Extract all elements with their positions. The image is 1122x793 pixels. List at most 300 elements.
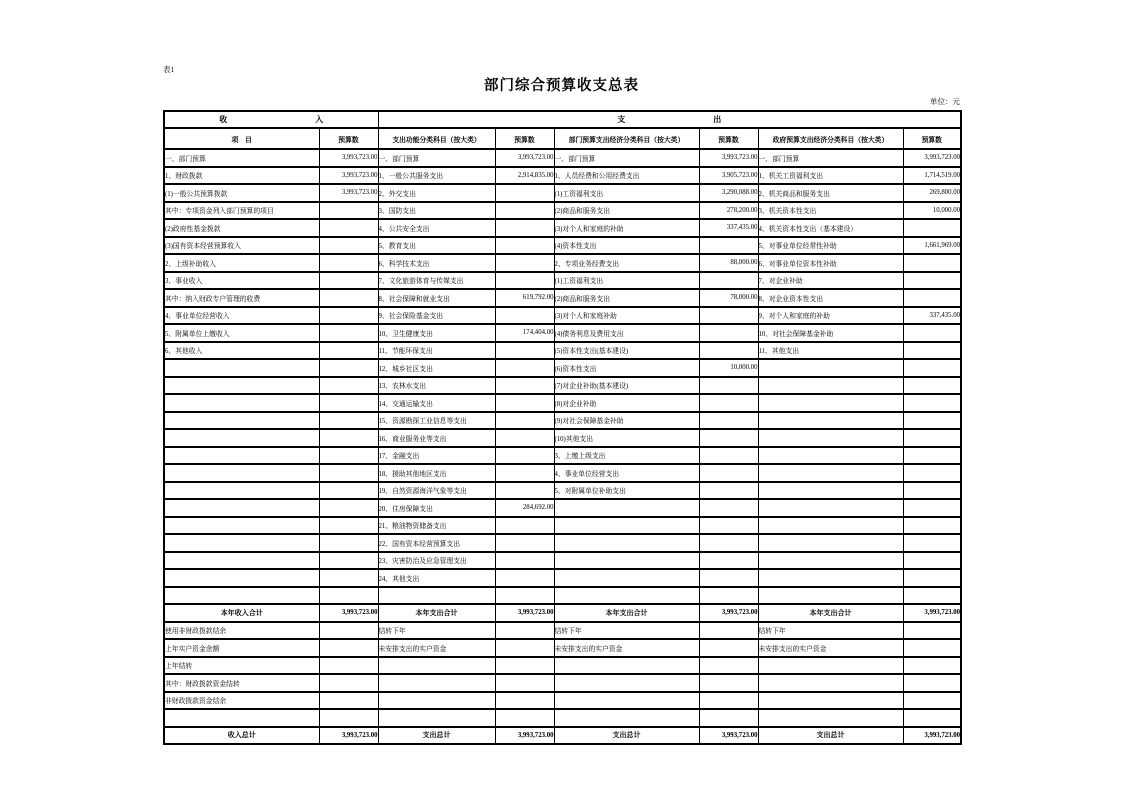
item-cell: (7)对企业补助(基本建设)	[554, 377, 699, 395]
value-cell	[903, 394, 961, 412]
item-cell: 一、部门预算	[378, 149, 495, 167]
item-cell: 结转下年	[758, 622, 903, 640]
item-cell: (9)对社会保障基金补助	[554, 412, 699, 430]
item-cell	[164, 359, 319, 377]
column-header: 预算数	[319, 128, 378, 149]
item-cell: 3、机关资本性支出	[758, 202, 903, 220]
item-cell: 本年收入合计	[164, 604, 319, 622]
item-cell: 1、一般公共服务支出	[378, 167, 495, 185]
item-cell	[554, 569, 699, 587]
item-cell: 结转下年	[554, 622, 699, 640]
value-cell	[903, 657, 961, 675]
value-cell	[319, 394, 378, 412]
value-cell	[699, 237, 758, 255]
value-cell	[319, 517, 378, 535]
item-cell: 4、公共安全支出	[378, 219, 495, 237]
table-row	[164, 324, 961, 342]
value-cell	[319, 219, 378, 237]
value-cell: 3,993,723.00	[319, 604, 378, 622]
item-cell	[758, 499, 903, 517]
item-cell: 一、部门预算	[758, 149, 903, 167]
value-cell: 3,993,723.00	[495, 604, 554, 622]
item-cell: 6、科学技术支出	[378, 254, 495, 272]
value-cell: 3,993,723.00	[903, 149, 961, 167]
table-row	[164, 517, 961, 535]
value-cell: 3,993,723.00	[319, 149, 378, 167]
item-cell: 未安排支出的实户资金	[554, 639, 699, 657]
item-cell: 2、外交支出	[378, 184, 495, 202]
value-cell	[495, 587, 554, 605]
table-row	[164, 709, 961, 727]
item-cell: 本年支出合计	[378, 604, 495, 622]
value-cell	[319, 587, 378, 605]
item-cell	[164, 569, 319, 587]
item-cell: 10、卫生健康支出	[378, 324, 495, 342]
value-cell	[699, 324, 758, 342]
item-cell: 结转下年	[378, 622, 495, 640]
value-cell	[699, 394, 758, 412]
item-cell: 5、对事业单位经常性补助	[758, 237, 903, 255]
table-row	[164, 412, 961, 430]
value-cell: 3,993,723.00	[319, 167, 378, 185]
item-cell: 3、上缴上级支出	[554, 447, 699, 465]
value-cell	[319, 412, 378, 430]
item-cell: 16、商业服务业等支出	[378, 429, 495, 447]
column-header: 项 目	[164, 128, 319, 149]
value-cell: 78,000.00	[699, 289, 758, 307]
item-cell: 上年实户资金余额	[164, 639, 319, 657]
item-cell	[554, 499, 699, 517]
item-cell: 9、对个人和家庭的补助	[758, 307, 903, 325]
item-cell	[164, 394, 319, 412]
item-cell	[758, 569, 903, 587]
item-cell: 一、部门预算	[554, 149, 699, 167]
table-row	[164, 377, 961, 395]
item-cell: (1)一般公共预算拨款	[164, 184, 319, 202]
budget-table	[163, 110, 962, 745]
table-row	[164, 534, 961, 552]
item-cell	[164, 587, 319, 605]
value-cell: 3,993,723.00	[319, 184, 378, 202]
item-cell: 11、其他支出	[758, 342, 903, 360]
value-cell	[699, 412, 758, 430]
value-cell	[495, 412, 554, 430]
item-cell	[758, 674, 903, 692]
item-cell: 本年支出合计	[554, 604, 699, 622]
item-cell	[758, 552, 903, 570]
value-cell	[699, 569, 758, 587]
value-cell	[319, 552, 378, 570]
item-cell: 4、事业单位经营支出	[554, 464, 699, 482]
item-cell: 其中：专项资金列入部门预算的项目	[164, 202, 319, 220]
value-cell	[319, 482, 378, 500]
table-row	[164, 499, 961, 517]
table-row	[164, 307, 961, 325]
column-header: 预算数	[903, 128, 961, 149]
table-row	[164, 359, 961, 377]
item-cell: 5、教育支出	[378, 237, 495, 255]
column-header: 部门预算支出经济分类科目（按大类）	[554, 128, 699, 149]
item-cell: (1)工资福利支出	[554, 272, 699, 290]
value-cell	[495, 517, 554, 535]
section-header: 收 入	[164, 111, 378, 128]
item-cell	[758, 517, 903, 535]
item-cell	[758, 447, 903, 465]
table-row	[164, 342, 961, 360]
section-header-row	[164, 111, 961, 128]
item-cell: 未安排支出的实户资金	[378, 639, 495, 657]
value-cell	[319, 534, 378, 552]
item-cell	[378, 709, 495, 727]
item-cell: 8、对企业资本性支出	[758, 289, 903, 307]
item-cell: (3)国有资本经营预算收入	[164, 237, 319, 255]
value-cell	[319, 464, 378, 482]
item-cell: 24、其他支出	[378, 569, 495, 587]
value-cell	[903, 499, 961, 517]
item-cell	[164, 534, 319, 552]
item-cell	[758, 657, 903, 675]
value-cell	[699, 342, 758, 360]
value-cell	[495, 219, 554, 237]
item-cell	[758, 692, 903, 710]
value-cell	[903, 429, 961, 447]
value-cell	[903, 692, 961, 710]
value-cell	[903, 517, 961, 535]
item-cell	[554, 674, 699, 692]
item-cell: (4)债务利息及费用支出	[554, 324, 699, 342]
value-cell	[319, 657, 378, 675]
value-cell: 3,993,723.00	[699, 727, 758, 745]
value-cell	[699, 587, 758, 605]
item-cell	[164, 464, 319, 482]
item-cell: 1、机关工资福利支出	[758, 167, 903, 185]
value-cell: 3,993,723.00	[495, 727, 554, 745]
item-cell: 23、灾害防治及应急管理支出	[378, 552, 495, 570]
item-cell: 22、国有资本经营预算支出	[378, 534, 495, 552]
item-cell: 1、财政拨款	[164, 167, 319, 185]
item-cell: 12、城乡社区支出	[378, 359, 495, 377]
value-cell	[319, 639, 378, 657]
value-cell	[319, 709, 378, 727]
budget-table-head	[164, 111, 961, 149]
item-cell	[164, 499, 319, 517]
column-header: 预算数	[495, 128, 554, 149]
table-row	[164, 482, 961, 500]
value-cell	[319, 429, 378, 447]
value-cell	[903, 412, 961, 430]
value-cell	[495, 254, 554, 272]
item-cell: 4、事业单位经营收入	[164, 307, 319, 325]
value-cell	[319, 307, 378, 325]
item-cell: 14、交通运输支出	[378, 394, 495, 412]
item-cell: 13、农林水支出	[378, 377, 495, 395]
budget-table-body	[164, 149, 961, 744]
table-row	[164, 552, 961, 570]
value-cell: 10,000.00	[699, 359, 758, 377]
value-cell	[699, 447, 758, 465]
value-cell: 619,792.00	[495, 289, 554, 307]
value-cell	[903, 587, 961, 605]
item-cell	[378, 674, 495, 692]
value-cell	[699, 709, 758, 727]
table-row	[164, 289, 961, 307]
table-row	[164, 727, 961, 745]
value-cell	[319, 272, 378, 290]
value-cell	[319, 289, 378, 307]
item-cell	[758, 464, 903, 482]
table-row	[164, 167, 961, 185]
value-cell	[319, 674, 378, 692]
value-cell	[319, 447, 378, 465]
item-cell: 其中：纳入财政专户管理的收费	[164, 289, 319, 307]
value-cell	[495, 482, 554, 500]
item-cell: 2、专项业务经费支出	[554, 254, 699, 272]
item-cell: 11、节能环保支出	[378, 342, 495, 360]
item-cell: 1、人员经费和公用经费支出	[554, 167, 699, 185]
item-cell: (2)商品和服务支出	[554, 202, 699, 220]
value-cell: 337,435.00	[903, 307, 961, 325]
item-cell: 支出总计	[554, 727, 699, 745]
value-cell	[903, 622, 961, 640]
table-row	[164, 674, 961, 692]
item-cell	[378, 587, 495, 605]
section-header: 支 出	[378, 111, 961, 128]
item-cell: 本年支出合计	[758, 604, 903, 622]
value-cell: 174,404.00	[495, 324, 554, 342]
item-cell: (6)资本性支出	[554, 359, 699, 377]
value-cell	[495, 307, 554, 325]
item-cell: 21、粮油物资储备支出	[378, 517, 495, 535]
page-title: 部门综合预算收支总表	[484, 78, 639, 94]
item-cell	[554, 692, 699, 710]
item-cell	[554, 534, 699, 552]
item-cell: (3)对个人和家庭的补助	[554, 219, 699, 237]
value-cell	[495, 569, 554, 587]
value-cell	[319, 254, 378, 272]
item-cell	[554, 657, 699, 675]
value-cell: 2,914,835.00	[495, 167, 554, 185]
value-cell	[903, 569, 961, 587]
item-cell: 4、机关资本性支出（基本建设）	[758, 219, 903, 237]
item-cell	[164, 482, 319, 500]
value-cell	[699, 622, 758, 640]
item-cell	[164, 429, 319, 447]
value-cell: 3,993,723.00	[903, 727, 961, 745]
item-cell: 20、住房保障支出	[378, 499, 495, 517]
value-cell	[699, 517, 758, 535]
item-cell: 5、对附属单位补助支出	[554, 482, 699, 500]
table-row	[164, 202, 961, 220]
value-cell	[699, 552, 758, 570]
value-cell	[699, 692, 758, 710]
value-cell	[319, 342, 378, 360]
value-cell: 10,000.00	[903, 202, 961, 220]
value-cell	[903, 534, 961, 552]
value-cell	[903, 377, 961, 395]
value-cell	[495, 202, 554, 220]
value-cell	[495, 342, 554, 360]
value-cell	[903, 709, 961, 727]
value-cell	[495, 447, 554, 465]
item-cell: 6、对事业单位资本性补助	[758, 254, 903, 272]
value-cell	[699, 272, 758, 290]
column-header: 支出功能分类科目（按大类）	[378, 128, 495, 149]
unit-note: 单位：元	[930, 97, 960, 106]
item-cell	[164, 377, 319, 395]
item-cell: (1)工资福利支出	[554, 184, 699, 202]
sheet-label: 表1	[163, 65, 175, 74]
table-row	[164, 149, 961, 167]
table-row	[164, 184, 961, 202]
value-cell	[495, 377, 554, 395]
value-cell	[903, 552, 961, 570]
item-cell: 支出总计	[758, 727, 903, 745]
value-cell: 284,692.00	[495, 499, 554, 517]
table-row	[164, 254, 961, 272]
item-cell	[378, 692, 495, 710]
value-cell	[699, 499, 758, 517]
item-cell	[164, 552, 319, 570]
value-cell: 269,800.00	[903, 184, 961, 202]
value-cell: 1,661,969.00	[903, 237, 961, 255]
item-cell: 17、金融支出	[378, 447, 495, 465]
value-cell: 88,000.00	[699, 254, 758, 272]
value-cell: 3,905,723.00	[699, 167, 758, 185]
item-cell	[758, 412, 903, 430]
item-cell: 7、对企业补助	[758, 272, 903, 290]
item-cell	[758, 377, 903, 395]
item-cell: 2、上级补助收入	[164, 254, 319, 272]
value-cell: 3,993,723.00	[699, 149, 758, 167]
value-cell	[319, 622, 378, 640]
value-cell	[903, 674, 961, 692]
value-cell	[319, 324, 378, 342]
item-cell: 2、机关商品和服务支出	[758, 184, 903, 202]
value-cell	[903, 324, 961, 342]
item-cell	[758, 587, 903, 605]
value-cell	[699, 429, 758, 447]
table-row	[164, 464, 961, 482]
value-cell	[495, 184, 554, 202]
value-cell: 278,200.00	[699, 202, 758, 220]
column-header: 政府预算支出经济分类科目（按大类）	[758, 128, 903, 149]
value-cell	[319, 569, 378, 587]
table-row	[164, 639, 961, 657]
value-cell	[319, 499, 378, 517]
item-cell: (2)商品和服务支出	[554, 289, 699, 307]
item-cell: 其中：财政拨款资金结转	[164, 674, 319, 692]
item-cell: 收入总计	[164, 727, 319, 745]
item-cell: (5)资本性支出(基本建设)	[554, 342, 699, 360]
table-row	[164, 447, 961, 465]
table-row	[164, 622, 961, 640]
value-cell	[903, 289, 961, 307]
value-cell: 3,993,723.00	[319, 727, 378, 745]
table-row	[164, 219, 961, 237]
item-cell	[164, 517, 319, 535]
item-cell	[758, 429, 903, 447]
item-cell	[378, 657, 495, 675]
table-row	[164, 429, 961, 447]
value-cell	[903, 342, 961, 360]
value-cell	[699, 377, 758, 395]
value-cell	[319, 237, 378, 255]
item-cell	[164, 447, 319, 465]
item-cell: (2)政府性基金拨款	[164, 219, 319, 237]
item-cell: 18、援助其他地区支出	[378, 464, 495, 482]
item-cell: 15、资源勘探工业信息等支出	[378, 412, 495, 430]
item-cell	[554, 552, 699, 570]
column-header: 预算数	[699, 128, 758, 149]
item-cell: 19、自然资源海洋气象等支出	[378, 482, 495, 500]
item-cell	[758, 482, 903, 500]
table-row	[164, 237, 961, 255]
value-cell	[699, 307, 758, 325]
item-cell	[554, 517, 699, 535]
item-cell	[758, 709, 903, 727]
value-cell	[495, 534, 554, 552]
value-cell	[903, 359, 961, 377]
item-cell: 非财政拨款资金结余	[164, 692, 319, 710]
value-cell	[495, 272, 554, 290]
value-cell	[903, 272, 961, 290]
value-cell	[699, 674, 758, 692]
item-cell: (10)其他支出	[554, 429, 699, 447]
value-cell	[495, 464, 554, 482]
item-cell: 一、部门预算	[164, 149, 319, 167]
value-cell	[495, 692, 554, 710]
value-cell	[319, 359, 378, 377]
value-cell	[699, 482, 758, 500]
item-cell: 10、对社会保障基金补助	[758, 324, 903, 342]
value-cell	[699, 639, 758, 657]
table-row	[164, 657, 961, 675]
value-cell	[903, 254, 961, 272]
item-cell: (3)对个人和家庭补助	[554, 307, 699, 325]
item-cell: (4)资本性支出	[554, 237, 699, 255]
item-cell	[758, 534, 903, 552]
item-cell: 使用非财政拨款结余	[164, 622, 319, 640]
value-cell	[699, 464, 758, 482]
value-cell	[903, 219, 961, 237]
item-cell	[554, 709, 699, 727]
value-cell	[903, 482, 961, 500]
item-cell	[758, 359, 903, 377]
value-cell: 3,993,723.00	[903, 604, 961, 622]
value-cell	[495, 639, 554, 657]
value-cell	[495, 394, 554, 412]
value-cell: 3,993,723.00	[699, 604, 758, 622]
value-cell	[495, 622, 554, 640]
value-cell	[319, 202, 378, 220]
item-cell: 3、事业收入	[164, 272, 319, 290]
value-cell	[495, 709, 554, 727]
value-cell	[495, 359, 554, 377]
item-cell: 支出总计	[378, 727, 495, 745]
item-cell: 9、社会保险基金支出	[378, 307, 495, 325]
table-row	[164, 569, 961, 587]
table-row	[164, 587, 961, 605]
item-cell	[554, 587, 699, 605]
item-cell: 5、附属单位上缴收入	[164, 324, 319, 342]
value-cell	[699, 657, 758, 675]
value-cell	[495, 674, 554, 692]
item-cell	[758, 394, 903, 412]
value-cell: 3,993,723.00	[495, 149, 554, 167]
value-cell	[319, 377, 378, 395]
value-cell: 3,290,088.00	[699, 184, 758, 202]
value-cell	[903, 447, 961, 465]
